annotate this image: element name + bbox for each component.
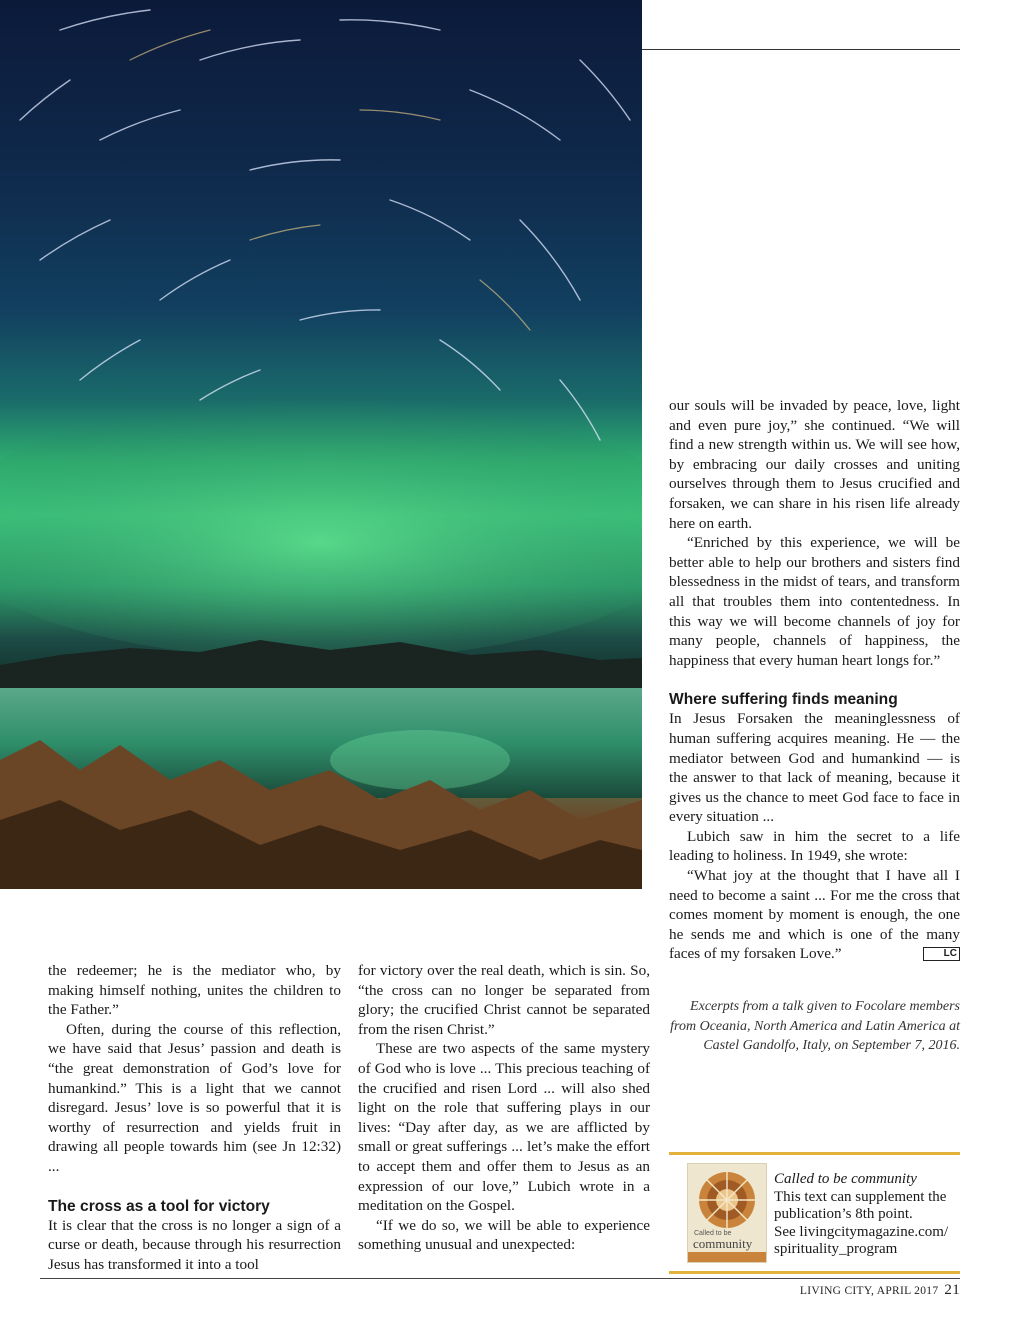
column-2: [358, 961, 650, 1255]
column-1: [48, 961, 341, 1274]
col3-paragraph-5: [669, 866, 960, 964]
page-number: 21: [944, 1282, 960, 1298]
box-link[interactable]: See livingcitymagazine.com/ spirituality_program: [774, 1223, 949, 1257]
excerpt-credit: Excerpts from a talk given to Focolare members from Oceania, North America and Latin America at Castel Gandolfo, Italy, on September 7, 2016.: [670, 999, 960, 1054]
publication-name: LIVING CITY, APRIL 2017: [799, 1285, 939, 1297]
page-footer: [800, 1282, 960, 1299]
lc-end-mark-icon: LC: [923, 947, 960, 961]
col3-paragraph-2: “Enriched by this experience, we will be better able to help our brothers and sisters find blessedness in the midst of tears, and transform all that troubles them into contentedness. In this way we will become channels of joy for many people, channels of happiness, the happiness that every human heart longs for.”: [669, 534, 960, 669]
col2-paragraph-1: for victory over the real death, which is sin. So, “the cross can no longer be separated from glory; the crucified Christ cannot be separated from the risen Christ.”: [358, 962, 650, 1038]
box-title: Called to be community: [774, 1171, 917, 1187]
called-to-be-community-box: [669, 1152, 960, 1274]
footer-rule: [40, 1278, 960, 1279]
top-rule: [642, 49, 960, 50]
col3-paragraph-5-text: “What joy at the thought that I have all I need to become a saint ... For me the cross that comes moment by moment is enough, the one he sends me and which is one of the many faces of my forsaken Love.”: [669, 867, 960, 963]
col2-paragraph-2: These are two aspects of the same mystery of God who is love ... This precious teaching of the crucified and risen Lord ... will also shed light on the role that suffering plays in our lives: “Day after day, as we are afflicted by small or great sufferings ... let’s make the effort to accept them and offer them to Jesus as an expression of our love,” Lubich wrote in a meditation on the Gospel.: [358, 1040, 650, 1215]
cover-title-small: Called to be: [694, 1230, 732, 1237]
cover-title-big: community: [693, 1236, 753, 1251]
subheading-cross-victory: The cross as a tool for victory: [48, 1197, 270, 1215]
col1-paragraph-2: Often, during the course of this reflection, we have said that Jesus’ passion and death is “the great demonstration of God’s love for humankind.” This is a light that we cannot disregard. Jesus’ love is so powerful that it is worthy of resurrection and yields fruit in drawing all people towards him (see Jn 12:32) ...: [48, 1020, 341, 1175]
col2-paragraph-3: “If we do so, we will be able to experience something unusual and unexpected:: [358, 1216, 650, 1254]
col3-paragraph-4: Lubich saw in him the secret to a life leading to holiness. In 1949, she wrote:: [669, 827, 960, 865]
column-3: [669, 396, 960, 964]
col3-paragraph-3: In Jesus Forsaken the meaninglessness of human suffering acquires meaning. He — the mediator between God and humankind — is the answer to that lack of meaning, because it gives us the chance to meet God face to face in every situation ...: [669, 710, 960, 826]
box-text: [774, 1171, 960, 1259]
aurora-star-trails-photo: [0, 0, 642, 889]
subheading-suffering-meaning: Where suffering finds meaning: [669, 691, 898, 709]
col3-paragraph-1: our souls will be invaded by peace, love, light and even pure joy,” she continued. “We will find a new strength within us. We will see how, by embracing our daily crosses and uniting ourselves through them to Jesus crucified and forsaken, we can share in his risen life already here on earth.: [669, 397, 960, 532]
col1-paragraph-1: the redeemer; he is the mediator who, by making himself nothing, unites the children to the Father.”: [48, 962, 341, 1019]
col1-paragraph-3: It is clear that the cross is no longer a sign of a curse or death, because through his resurrection Jesus has transformed it into a tool: [48, 1216, 341, 1273]
box-line-1: This text can supplement the publication’s 8th point.: [774, 1188, 947, 1222]
book-cover-image: [687, 1163, 767, 1263]
